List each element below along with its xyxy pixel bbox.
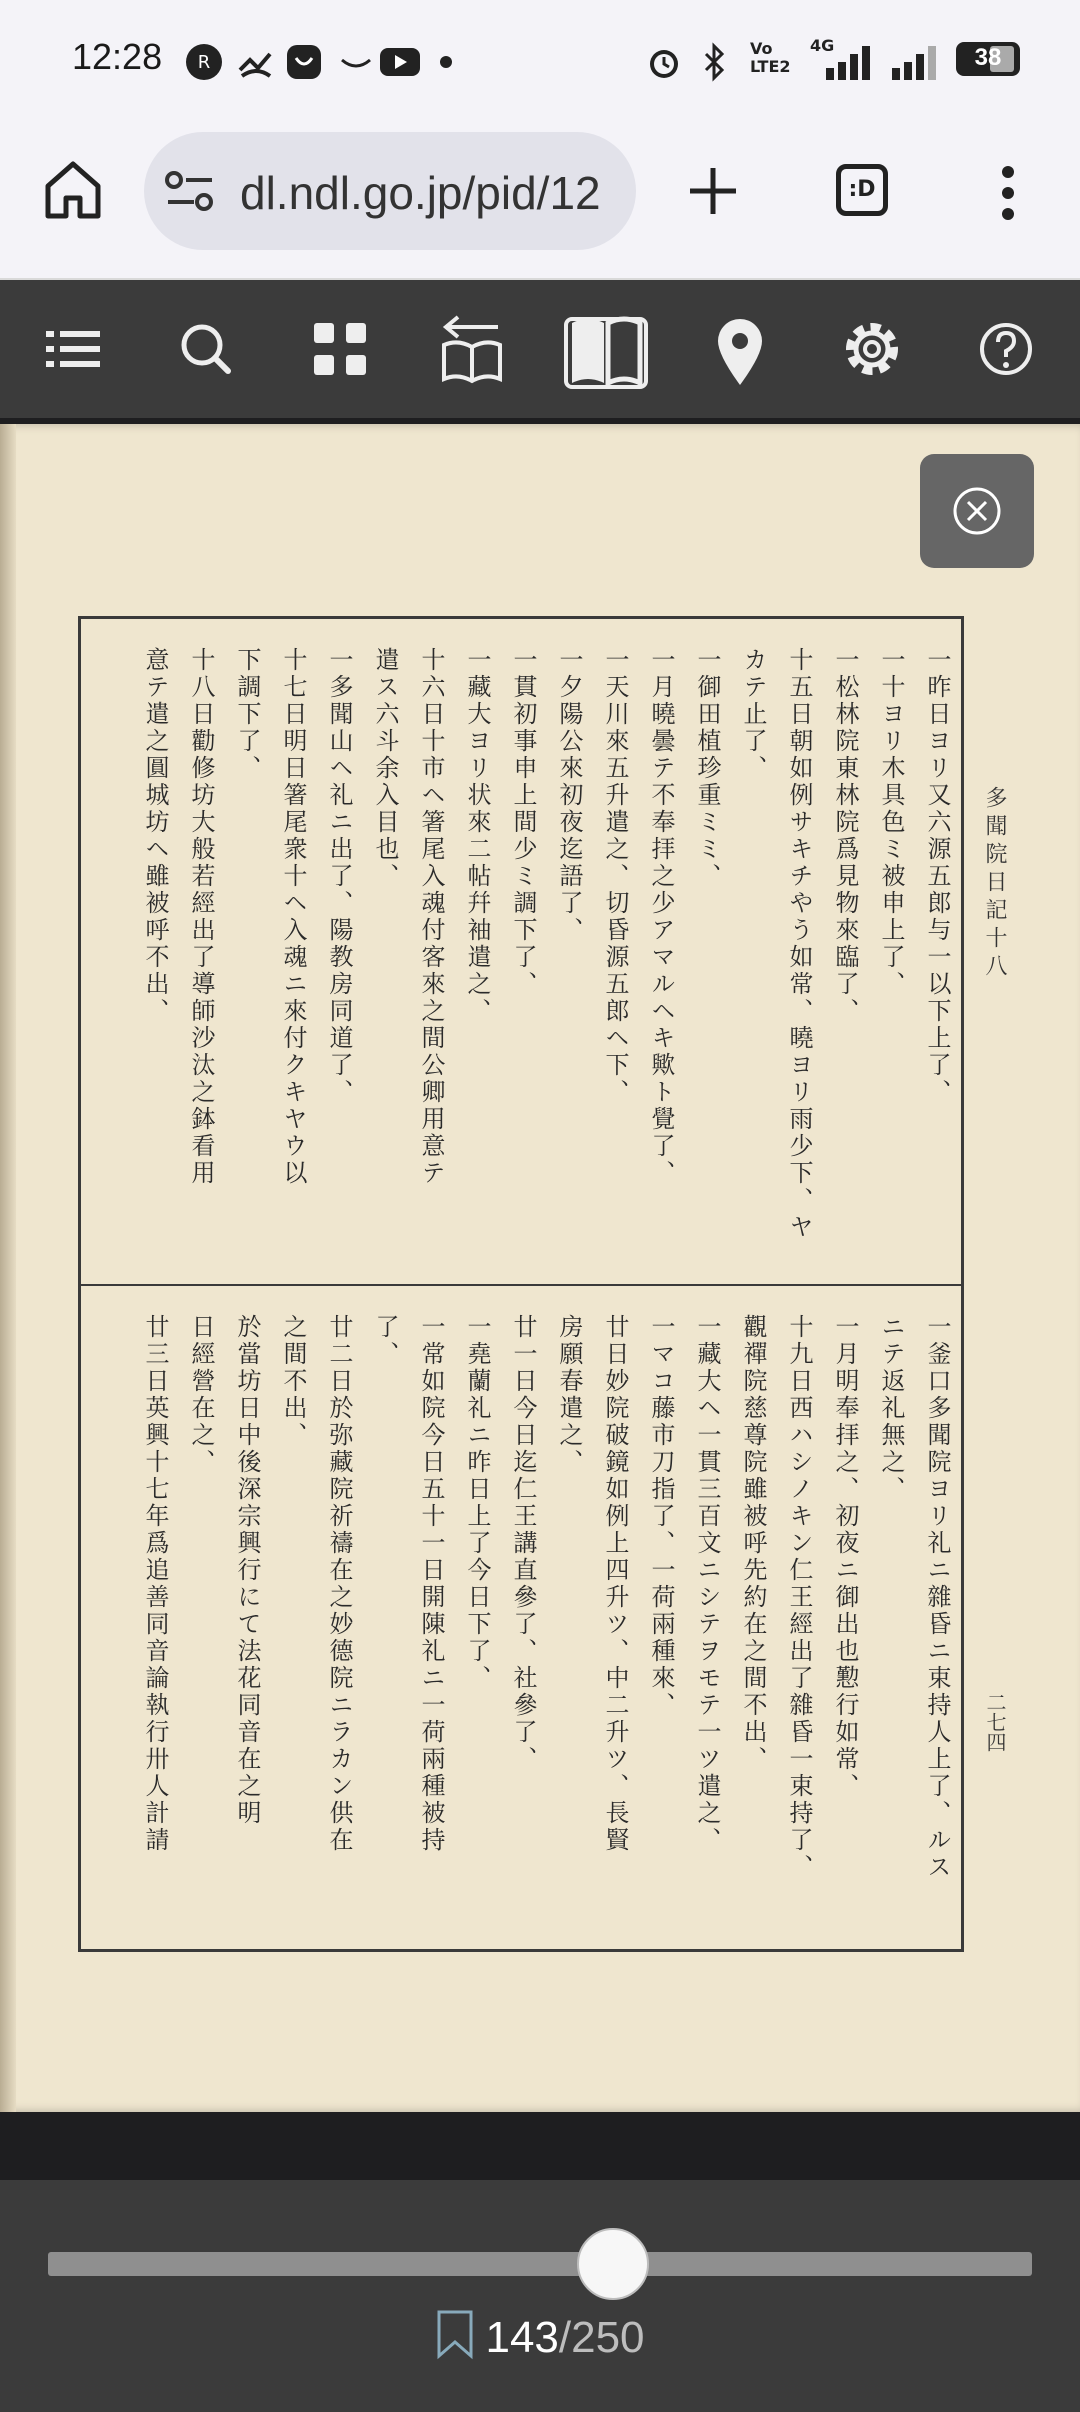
text-column: 一昨日ヨリ又六源五郎与一以下上了、: [923, 647, 951, 1106]
page-counter: [0, 2308, 1080, 2363]
text-column: 於當坊日中後深宗興行にて法花同音在之明: [233, 1314, 261, 1827]
network-type-label: 4G: [810, 36, 835, 55]
text-column: 一夕陽公來初夜迄語了、: [555, 647, 583, 944]
status-time: 12:28: [72, 36, 163, 77]
help-icon[interactable]: [962, 305, 1050, 393]
total-pages: /250: [558, 2313, 645, 2362]
page-running-header: 多聞院日記十八: [982, 786, 1007, 982]
gear-icon[interactable]: [828, 305, 916, 393]
text-column: 一御田植珍重ミミ、: [693, 647, 721, 890]
text-column: 十六日十市ヘ箸尾入魂付客來之間公卿用意テ: [417, 647, 445, 1187]
close-panel-button[interactable]: [920, 454, 1034, 568]
page-number-label: 二七四: [983, 1692, 1007, 1752]
text-column: 一松林院東林院爲見物來臨了、: [831, 647, 859, 1025]
smile-app-icon: [336, 42, 376, 82]
text-column: 一藏大ヨリ状來二帖幷袖遣之、: [463, 647, 491, 1025]
grid-icon[interactable]: [296, 305, 384, 393]
bookmark-icon[interactable]: [435, 2308, 475, 2360]
text-column: 一貫初事申上間少ミ調下了、: [509, 647, 537, 998]
page-slider-track[interactable]: [48, 2252, 1032, 2276]
youtube-icon: [378, 42, 422, 82]
page-navigator: [0, 2180, 1080, 2412]
text-column: 廿三日英興十七年爲追善同音論執行卅人計請: [141, 1314, 169, 1854]
text-column: 廿一日今日迄仁王講直參了、社參了、: [509, 1314, 537, 1773]
text-column: ニテ返礼無之、: [877, 1314, 905, 1503]
battery-level: 38: [974, 44, 1002, 71]
text-column: 了、: [371, 1314, 399, 1368]
text-column: 一天川來五升遣之、切昏源五郎ヘ下、: [601, 647, 629, 1106]
text-column: 房願春遣之、: [555, 1314, 583, 1476]
text-column: 一釜口多聞院ヨリ礼ニ雜昏ニ束持人上了、ルス: [923, 1314, 951, 1881]
more-notifications-dot-icon: [436, 42, 456, 82]
text-column: 一堯蘭礼ニ昨日上了今日下了、: [463, 1314, 491, 1692]
page-slider-thumb[interactable]: [577, 2228, 649, 2300]
text-column: 十五日朝如例サキチやう如常、曉ヨリ雨少下、ヤ: [785, 647, 813, 1241]
browser-toolbar: [0, 120, 1080, 280]
signal-strength-2-icon: [888, 42, 944, 82]
bluetooth-icon: [700, 42, 730, 82]
viewer-toolbar: [0, 280, 1080, 418]
text-column: カテ止了、: [739, 647, 767, 782]
back-to-book-icon[interactable]: [428, 305, 516, 393]
svg-text:R: R: [197, 52, 211, 73]
text-column: 下調下了、: [233, 647, 261, 782]
text-column: 一月曉曇テ不奉拝之少アマルヘキ歟ト覺了、: [647, 647, 675, 1187]
site-settings-icon[interactable]: [164, 168, 216, 216]
new-tab-icon[interactable]: [680, 158, 746, 224]
close-icon[interactable]: [945, 479, 1009, 543]
frame-divider: [81, 1284, 961, 1286]
text-column: 一常如院今日五十一日開陳礼ニ一荷兩種被持: [417, 1314, 445, 1854]
address-bar[interactable]: [144, 132, 636, 250]
text-column: 廿二日於弥藏院祈禱在之妙德院ニラカン供在: [325, 1314, 353, 1854]
page-spine: [0, 424, 16, 2112]
text-column: 觀禪院慈尊院雖被呼先約在之間不出、: [739, 1314, 767, 1773]
text-column: 一藏大ヘ一貫三百文ニシテヲモテ一ツ遣之、: [693, 1314, 721, 1854]
text-column: 十九日西ハシノキン仁王經出了雜昏一束持了、: [785, 1314, 813, 1881]
text-column: 意テ遣之圓城坊ヘ雖被呼不出、: [141, 647, 169, 1025]
open-book-icon[interactable]: [562, 305, 650, 393]
status-bar: [0, 0, 1080, 120]
text-frame: [78, 616, 964, 1952]
home-icon[interactable]: [40, 156, 106, 222]
missed-call-icon: [236, 42, 276, 82]
signal-strength-1-icon: [820, 42, 880, 82]
more-menu-icon[interactable]: [988, 160, 1028, 226]
text-column: 十七日明日箸尾衆十ヘ入魂ニ來付クキヤウ以: [279, 647, 307, 1187]
shield-app-icon: [284, 42, 324, 82]
url-text[interactable]: dl.ndl.go.jp/pid/12: [240, 167, 601, 219]
text-column: 廿日妙院破鏡如例上四升ツ、中二升ツ、長賢: [601, 1314, 629, 1854]
rlink-app-icon: [184, 42, 224, 82]
text-column: 之間不出、: [279, 1314, 307, 1449]
page-viewer[interactable]: [0, 418, 1080, 2180]
text-column: 一マコ藤市刀指了、一荷兩種來、: [647, 1314, 675, 1719]
text-column: 十八日勸修坊大般若經出了導師沙汰之鉢看用: [187, 647, 215, 1187]
battery-icon: [956, 42, 1020, 76]
text-column: 一月明奉拝之、初夜ニ御出也懃行如常、: [831, 1314, 859, 1800]
volte-indicator: Vo LTE2: [750, 39, 791, 76]
search-icon[interactable]: [162, 305, 250, 393]
list-icon[interactable]: [28, 305, 116, 393]
text-column: 日經營在之、: [187, 1314, 215, 1476]
text-column: 一十ヨリ木具色ミ被申上了、: [877, 647, 905, 998]
tab-switcher-button[interactable]: :D: [836, 164, 888, 216]
alarm-icon: [644, 42, 684, 82]
location-icon[interactable]: [696, 305, 784, 393]
text-column: 遣ス六斗余入目也、: [371, 647, 399, 890]
book-page-scan: [0, 424, 1080, 2112]
current-page: 143: [485, 2313, 559, 2362]
text-column: 一多聞山ヘ礼ニ出了、陽教房同道了、: [325, 647, 353, 1106]
